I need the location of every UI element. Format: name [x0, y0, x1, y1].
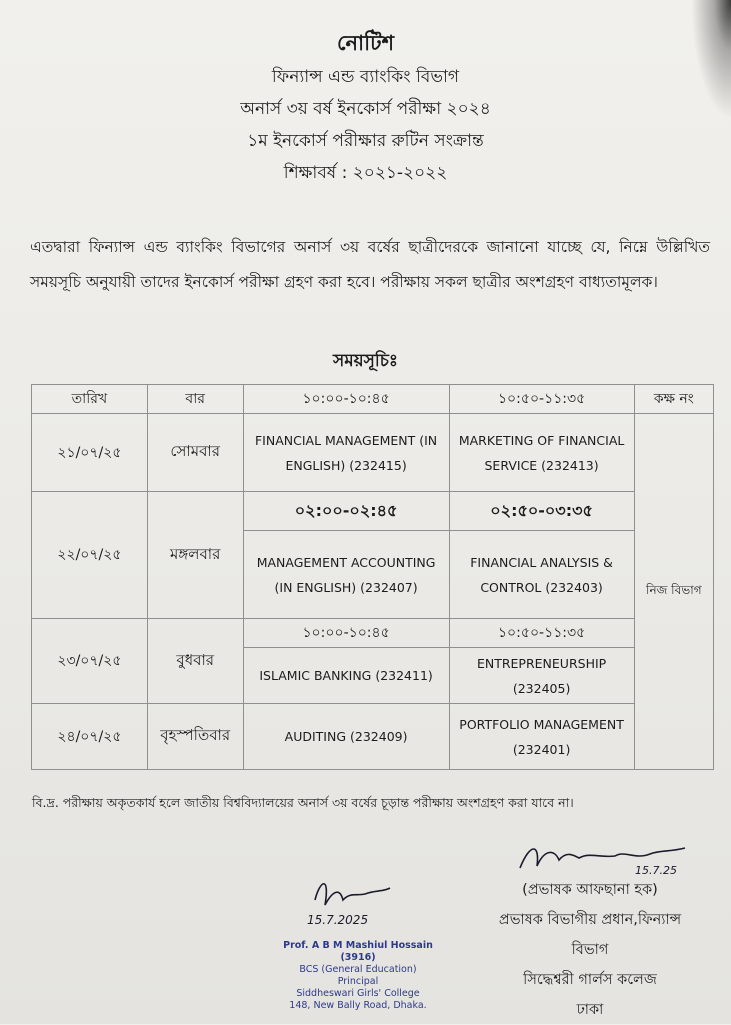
header-slot2: ১০:৫০-১১:৩৫ — [449, 385, 634, 414]
row-day: বুধবার — [147, 619, 243, 704]
stamp-line: Principal — [337, 976, 379, 987]
exam-heading: অনার্স ৩য় বর্ষ ইনকোর্স পরীক্ষা ২০২৪ — [240, 99, 491, 119]
signature-left-date: 15.7.2025 — [307, 913, 369, 927]
notice-body: এতদ্বারা ফিন্যান্স এন্ড ব্যাংকিং বিভাগের অনার্স ৩য় বর্ষের ছাত্রীদেরকে জানানো যাচ্ছে যে, নিম্নে উল্লিখিত সময়সূচি অনুযায়ী তাদের ইনকোর্স পরীক্ষা গ্রহণ করা হবে। পরীক্ষায় সকল ছাত্রীর অংশগ্রহণ বাধ্যতামূলক। — [30, 238, 710, 291]
signature-left — [295, 870, 405, 930]
notice-title: নোটিশ — [336, 31, 395, 55]
session-heading: শিক্ষাবর্ষ : ২০২১-২০২২ — [283, 163, 448, 183]
row-subject-2: MARKETING OF FINANCIAL SERVICE (232413) — [449, 414, 634, 492]
department-heading: ফিন্যান্স এন্ড ব্যাংকিং বিভাগ — [271, 67, 460, 87]
schedule-title: সময়সূচিঃ — [332, 351, 399, 371]
signature-right — [515, 838, 705, 878]
principal-stamp — [268, 940, 448, 1012]
footnote: বি.দ্র. পরীক্ষায় অকৃতকার্য হলে জাতীয় বিশ্ববিদ্যালয়ের অনার্স ৩য় বর্ষের চূড়ান্ত পরীক্ষায় অংশগ্রহণ করা যাবে না। — [32, 795, 574, 810]
row-day: সোমবার — [147, 414, 243, 492]
routine-heading: ১ম ইনকোর্স পরীক্ষার রুটিন সংক্রান্ত — [247, 131, 484, 151]
row-subject-2: ENTREPRENEURSHIP (232405) — [449, 648, 634, 704]
schedule-table — [31, 384, 714, 770]
stamp-line: 148, New Bally Road, Dhaka. — [289, 1000, 427, 1011]
table-row — [32, 492, 714, 531]
stamp-line: Siddheswari Girls' College — [296, 988, 420, 999]
row-day: বৃহস্পতিবার — [147, 704, 243, 770]
row-date: ২৩/০৭/২৫ — [32, 619, 148, 704]
header-slot1: ১০:০০-১০:৪৫ — [243, 385, 449, 414]
row-subject-1: MANAGEMENT ACCOUNTING (IN ENGLISH) (232407) — [243, 531, 449, 619]
row-time-1: ১০:০০-১০:৪৫ — [243, 619, 449, 648]
row-subject-1: ISLAMIC BANKING (232411) — [243, 648, 449, 704]
row-date: ২১/০৭/২৫ — [32, 414, 148, 492]
header-day: বার — [147, 385, 243, 414]
row-time-2: ১০:৫০-১১:৩৫ — [449, 619, 634, 648]
signatory-city: ঢাকা — [576, 1002, 604, 1018]
header-room: কক্ষ নং — [634, 385, 713, 414]
table-header-row — [32, 385, 714, 414]
signature-right-date: 15.7.25 — [635, 864, 677, 877]
table-row — [32, 619, 714, 648]
stamp-line: BCS (General Education) — [299, 964, 417, 975]
row-time-1: ০২:০০-০২:৪৫ — [243, 492, 449, 531]
row-subject-1: FINANCIAL MANAGEMENT (IN ENGLISH) (232415) — [243, 414, 449, 492]
stamp-name: Prof. A B M Mashiul Hossain (3916) — [283, 940, 433, 963]
header-date: তারিখ — [32, 385, 148, 414]
signatory-designation: প্রভাষক বিভাগীয় প্রধান,ফিন্যান্স — [498, 912, 682, 928]
row-subject-2: FINANCIAL ANALYSIS & CONTROL (232403) — [449, 531, 634, 619]
row-date: ২৪/০৭/২৫ — [32, 704, 148, 770]
row-date: ২২/০৭/২৫ — [32, 492, 148, 619]
row-subject-1: AUDITING (232409) — [243, 704, 449, 770]
table-row — [32, 414, 714, 492]
signatory-college: সিদ্ধেশ্বরী গার্লস কলেজ — [523, 972, 657, 988]
row-subject-2: PORTFOLIO MANAGEMENT (232401) — [449, 704, 634, 770]
table-row — [32, 704, 714, 770]
row-day: মঙ্গলবার — [147, 492, 243, 619]
row-time-2: ০২:৫০-০৩:৩৫ — [449, 492, 634, 531]
room-cell: নিজ বিভাগ — [634, 414, 713, 770]
signatory-name: (প্রভাষক আফছানা হক) — [522, 882, 658, 898]
signatory-dept: বিভাগ — [571, 942, 609, 958]
right-signatory-block — [470, 875, 710, 1025]
